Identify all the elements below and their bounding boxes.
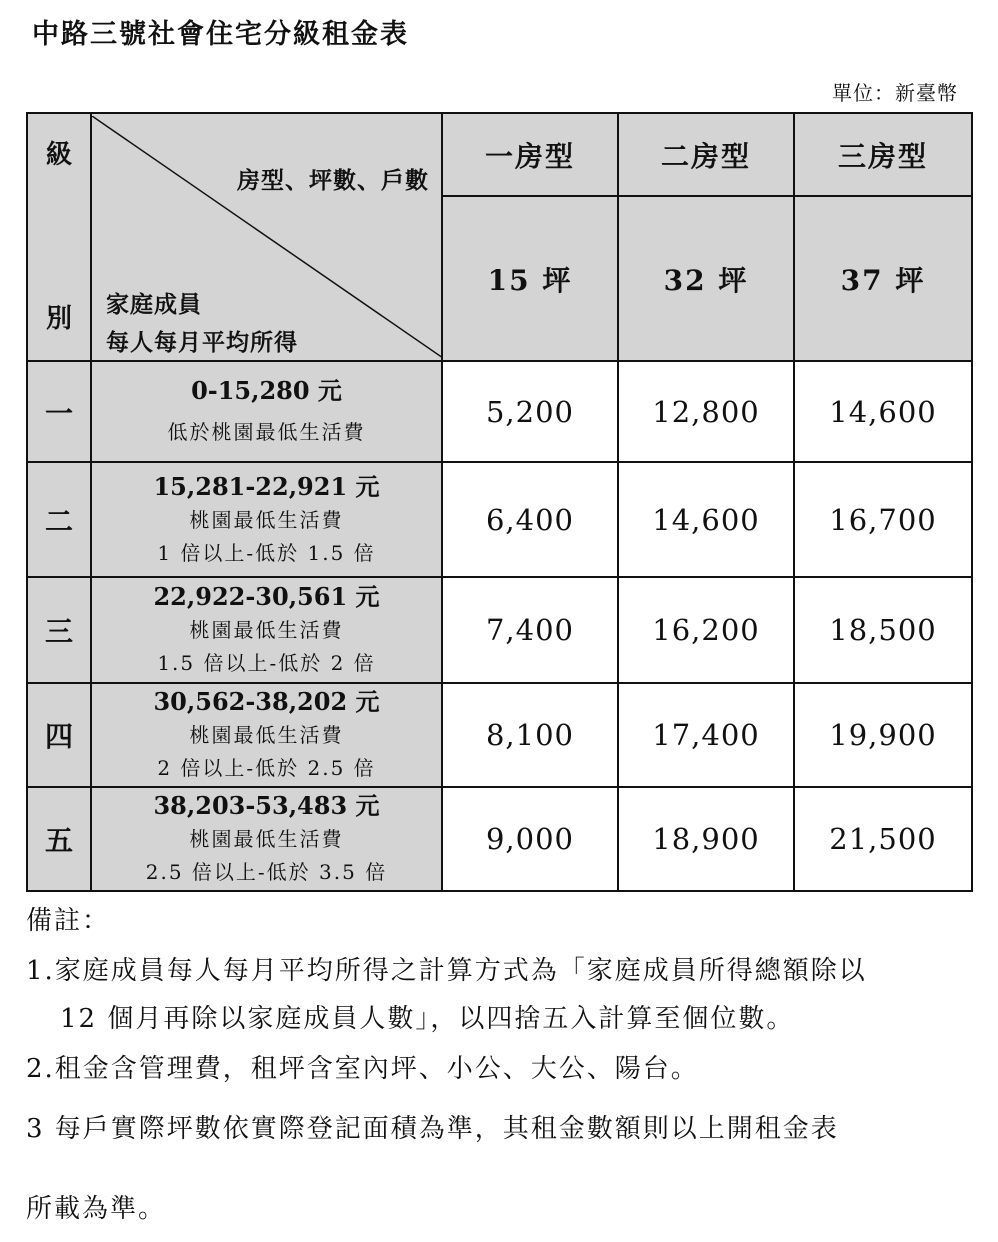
income-range: 0-15,280 元: [191, 376, 342, 405]
level-cell: 五: [27, 787, 91, 891]
table-row: [27, 577, 972, 683]
room-type-1: 一房型: [442, 113, 618, 196]
rent-value: 16,200: [618, 577, 794, 683]
rent-value: 18,500: [794, 577, 972, 683]
note-3-line-2: 所載為準。: [26, 1194, 167, 1224]
income-cell: [91, 361, 442, 462]
room-type-2: 二房型: [618, 113, 794, 196]
income-multiplier: 2 倍以上-低於 2.5 倍: [157, 756, 376, 780]
level-cell: 四: [27, 683, 91, 787]
size-3: 37 坪: [794, 196, 972, 361]
diag-header-income: 每人每月平均所得: [106, 329, 298, 356]
rent-value: 5,200: [442, 361, 618, 462]
table-row: [27, 683, 972, 787]
diag-header-family: 家庭成員: [106, 291, 202, 318]
income-desc: 桃園最低生活費: [189, 723, 344, 747]
income-desc: 低於桃園最低生活費: [167, 420, 366, 444]
note-2: 2.租金含管理費，租坪含室內坪、小公、大公、陽台。: [26, 1054, 699, 1084]
rent-value: 8,100: [442, 683, 618, 787]
rent-value: 14,600: [794, 361, 972, 462]
room-type-3: 三房型: [794, 113, 972, 196]
diagonal-header: [91, 113, 442, 361]
income-desc: 桃園最低生活費: [189, 618, 344, 642]
income-multiplier: 1 倍以上-低於 1.5 倍: [157, 540, 376, 565]
income-range: 38,203-53,483 元: [153, 791, 380, 820]
note-1-line-2: 12 個月再除以家庭成員人數」，以四捨五入計算至個位數。: [60, 1004, 795, 1034]
income-cell: [91, 462, 442, 577]
level-cell: 一: [27, 361, 91, 462]
rent-value: 16,700: [794, 462, 972, 577]
rent-value: 14,600: [618, 462, 794, 577]
income-multiplier: 1.5 倍以上-低於 2 倍: [157, 651, 376, 675]
income-multiplier: 2.5 倍以上-低於 3.5 倍: [145, 860, 388, 884]
note-1-line-1: 1.家庭成員每人每月平均所得之計算方式為「家庭成員所得總額除以: [26, 956, 867, 986]
level-cell: 三: [27, 577, 91, 683]
rent-value: 12,800: [618, 361, 794, 462]
income-range: 15,281-22,921 元: [153, 471, 380, 501]
page-title: 中路三號社會住宅分級租金表: [32, 19, 409, 50]
notes-heading: 備註：: [26, 906, 111, 936]
currency-unit: 單位：新臺幣: [832, 81, 958, 105]
income-cell: [91, 683, 442, 787]
income-desc: 桃園最低生活費: [189, 507, 344, 532]
note-3-line-1: 3 每戶實際坪數依實際登記面積為準，其租金數額則以上開租金表: [26, 1114, 839, 1144]
table-row: [27, 787, 972, 891]
table-row: [27, 462, 972, 577]
rent-value: 21,500: [794, 787, 972, 891]
rent-value: 6,400: [442, 462, 618, 577]
rent-value: 18,900: [618, 787, 794, 891]
income-range: 30,562-38,202 元: [153, 687, 380, 716]
income-cell: [91, 577, 442, 683]
rent-value: 17,400: [618, 683, 794, 787]
income-desc: 桃園最低生活費: [189, 827, 344, 851]
diagonal-line: [92, 116, 441, 358]
size-2: 32 坪: [618, 196, 794, 361]
size-1: 15 坪: [442, 196, 618, 361]
diag-header-room-types: 房型、坪數、戶數: [237, 167, 429, 194]
rent-table: [26, 112, 973, 892]
table-row: [27, 361, 972, 462]
level-header-label: 級 別: [45, 140, 72, 334]
income-range: 22,922-30,561 元: [153, 582, 380, 611]
rent-value: 7,400: [442, 577, 618, 683]
rent-value: 19,900: [794, 683, 972, 787]
level-cell: 二: [27, 462, 91, 577]
income-cell: [91, 787, 442, 891]
level-header: [27, 113, 91, 361]
rent-value: 9,000: [442, 787, 618, 891]
